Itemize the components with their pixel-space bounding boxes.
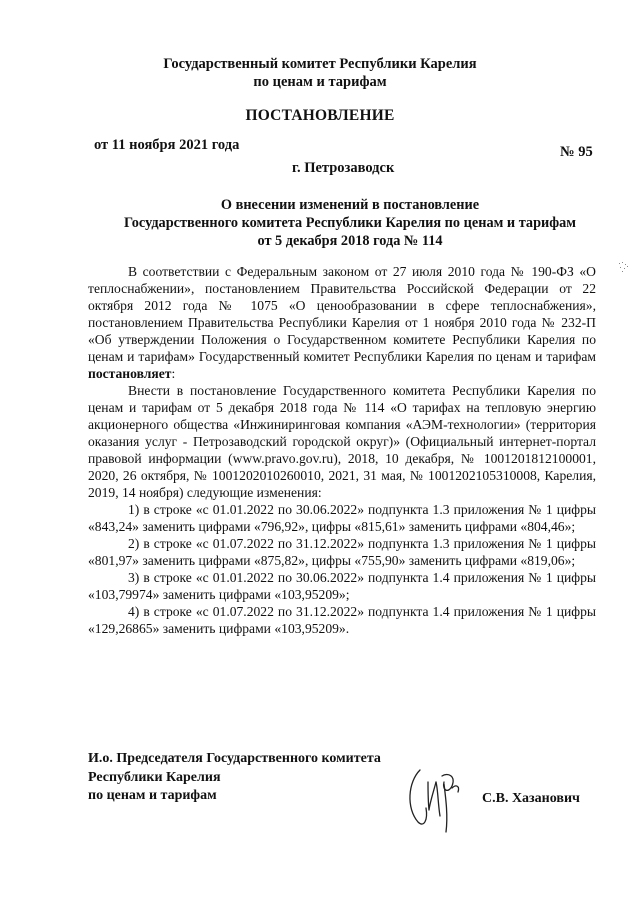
amendment-item: 1) в строке «с 01.01.2022 по 30.06.2022» подпункта 1.3 приложения № 1 цифры «843,24» заменить цифрами «796,92», цифры «815,61» заменить цифрами «804,46»; — [88, 502, 596, 534]
subject-line-2: Государственного комитета Республики Карелия по ценам и тарифам — [123, 215, 577, 231]
amendment-item: 4) в строке «с 01.07.2022 по 31.12.2022» подпункта 1.4 приложения № 1 цифры «129,26865» заменить цифрами «103,95209». — [88, 604, 596, 636]
document-type: ПОСТАНОВЛЕНИЕ — [245, 107, 395, 124]
amendment-item: 2) в строке «с 01.07.2022 по 31.12.2022» подпункта 1.3 приложения № 1 цифры «801,97» заменить цифрами «875,82», цифры «755,90» заменить цифрами «819,06»; — [88, 536, 596, 568]
subject-line-1: О внесении изменений в постановление — [220, 197, 480, 213]
signatory-block — [88, 750, 381, 806]
signatory-title-2: Республики Карелия — [88, 769, 221, 785]
scan-speck-mark — [617, 260, 631, 274]
agency-line-2: по ценам и тарифам — [253, 74, 387, 90]
agency-line-1: Государственный комитет Республики Карелия — [163, 56, 477, 72]
agency-header — [0, 55, 640, 91]
document-body — [88, 263, 596, 637]
signatory-name: С.В. Хазанович — [482, 791, 580, 806]
directive-paragraph: Внести в постановление Государственного комитета Республики Карелия по ценам и тарифам от 5 декабря 2018 года № 114 «О тарифах на тепловую энергию акционерного общества «Инжиниринговая компания «АЭМ-технологии» (территория оказания услуг - Петрозаводский городской округ)» (Официальный интернет-портал правовой информации (www.pravo.gov.ru), 2018, 10 декабря, № 1001201812100001, 2020, 26 октября, № 1001202010260010, 2021, 31 мая, № 1001202105310008, Карелия, 2019, 14 ноября) следующие изменения: — [88, 383, 596, 500]
document-number: № 95 — [560, 144, 593, 160]
amendment-item: 3) в строке «с 01.01.2022 по 30.06.2022» подпункта 1.4 приложения № 1 цифры «103,79974» заменить цифрами «103,95209»; — [88, 570, 596, 602]
document-city: г. Петрозаводск — [292, 160, 395, 176]
document-subject — [60, 196, 640, 250]
document-date: от 11 ноября 2021 года — [94, 137, 240, 153]
preamble-paragraph — [88, 263, 596, 382]
decree-word: постановляет — [88, 366, 172, 381]
handwritten-signature — [398, 760, 478, 840]
signatory-title-3: по ценам и тарифам — [88, 788, 217, 803]
subject-line-3: от 5 декабря 2018 года № 114 — [257, 233, 443, 249]
decree-colon: : — [171, 366, 176, 381]
preamble-text: В соответствии с Федеральным законом от 27 июля 2010 года № 190-ФЗ «О теплоснабжении», постановлением Правительства Российской Федерации от 22 октября 2012 года № 1075 «О ценообразовании в сфере теплоснабжения», постановлением Правительства Республики Карелия от 1 ноября 2010 года № 232-П «Об утверждении Положения о Государственном комитете Республики Карелия по ценам и тарифам» Государственный комитет Республики Карелия по ценам и тарифам — [88, 264, 596, 364]
signatory-title-1: И.о. Председателя Государственного комитета — [88, 751, 381, 766]
